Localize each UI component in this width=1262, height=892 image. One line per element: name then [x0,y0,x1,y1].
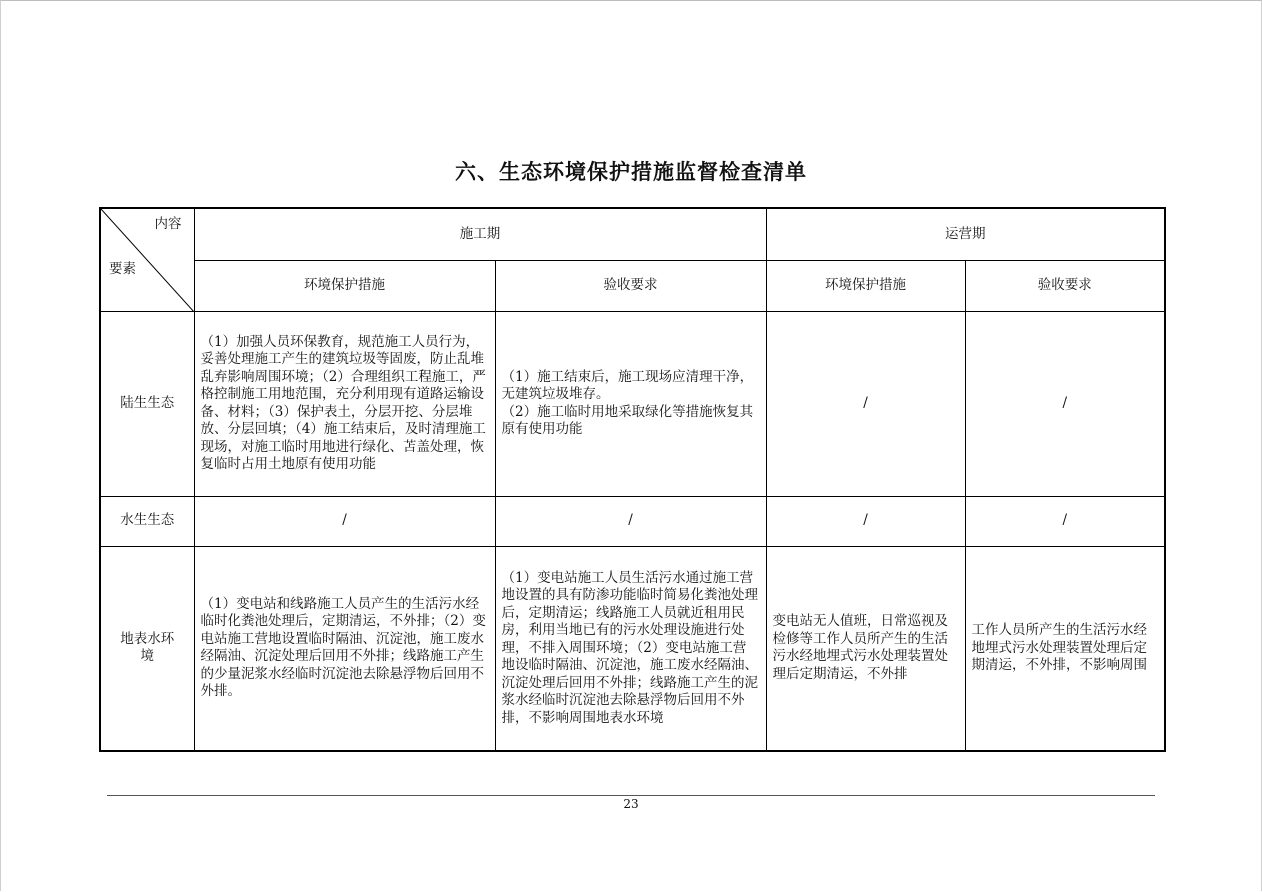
header-corner-content: 内容 [154,216,182,232]
construction-acceptance-cell: / [495,496,766,546]
header-operation-period: 运营期 [766,208,1165,260]
row-element-label: 陆生生态 [100,311,194,496]
operation-acceptance-cell: / [965,311,1165,496]
construction-measures-cell: / [194,496,495,546]
footer-divider [107,795,1155,796]
header-corner-element: 要素 [109,261,136,277]
header-row-columns [100,260,1165,311]
operation-measures-cell: / [766,311,965,496]
header-corner-cell [100,208,194,311]
operation-acceptance-cell: / [965,496,1165,546]
row-element-label: 水生生态 [100,496,194,546]
table-row [100,546,1165,751]
operation-acceptance-cell: 工作人员所产生的生活污水经地埋式污水处理装置处理后定期清运，不外排，不影响周围 [965,546,1165,751]
operation-measures-cell: / [766,496,965,546]
header-row-periods [100,208,1165,260]
header-construction-measures: 环境保护措施 [194,260,495,311]
header-construction-period: 施工期 [194,208,766,260]
page-number: 23 [623,797,639,811]
construction-acceptance-cell: （1）施工结束后，施工现场应清理干净，无建筑垃圾堆存。 （2）施工临时用地采取绿化等措施恢复其原有使用功能 [495,311,766,496]
table-row [100,496,1165,546]
construction-measures-cell: （1）变电站和线路施工人员产生的生活污水经临时化粪池处理后，定期清运，不外排；（2）变电站施工营地设置临时隔油、沉淀池，施工废水经隔油、沉淀处理后回用不外排；线路施工产生的少量泥浆水经临时沉淀池去除悬浮物后回用不外排。 [194,546,495,751]
header-operation-measures: 环境保护措施 [766,260,965,311]
construction-measures-cell: （1）加强人员环保教育，规范施工人员行为，妥善处理施工产生的建筑垃圾等固废，防止乱堆乱弃影响周围环境；（2）合理组织工程施工，严格控制施工用地范围，充分利用现有道路运输设备、材料；（3）保护表土，分层开挖、分层堆放、分层回填；（4）施工结束后，及时清理施工现场，对施工临时用地进行绿化、苫盖处理，恢复临时占用土地原有使用功能 [194,311,495,496]
document-title: 六、生态环境保护措施监督检查清单 [455,159,807,184]
header-construction-acceptance: 验收要求 [495,260,766,311]
operation-measures-cell: 变电站无人值班，日常巡视及检修等工作人员所产生的生活污水经地埋式污水处理装置处理后定期清运，不外排 [766,546,965,751]
construction-acceptance-cell: （1）变电站施工人员生活污水通过施工营地设置的具有防渗功能临时简易化粪池处理后，定期清运；线路施工人员就近租用民房，利用当地已有的污水处理设施进行处理，不排入周围环境；（2）变电站施工营地设临时隔油、沉淀池，施工废水经隔油、沉淀处理后回用不外排；线路施工产生的泥浆水经临时沉淀池去除悬浮物后回用不外排，不影响周围地表水环境 [495,546,766,751]
header-operation-acceptance: 验收要求 [965,260,1165,311]
inspection-checklist-table [99,207,1166,752]
row-element-label: 地表水环境 [100,546,194,751]
table-row [100,311,1165,496]
